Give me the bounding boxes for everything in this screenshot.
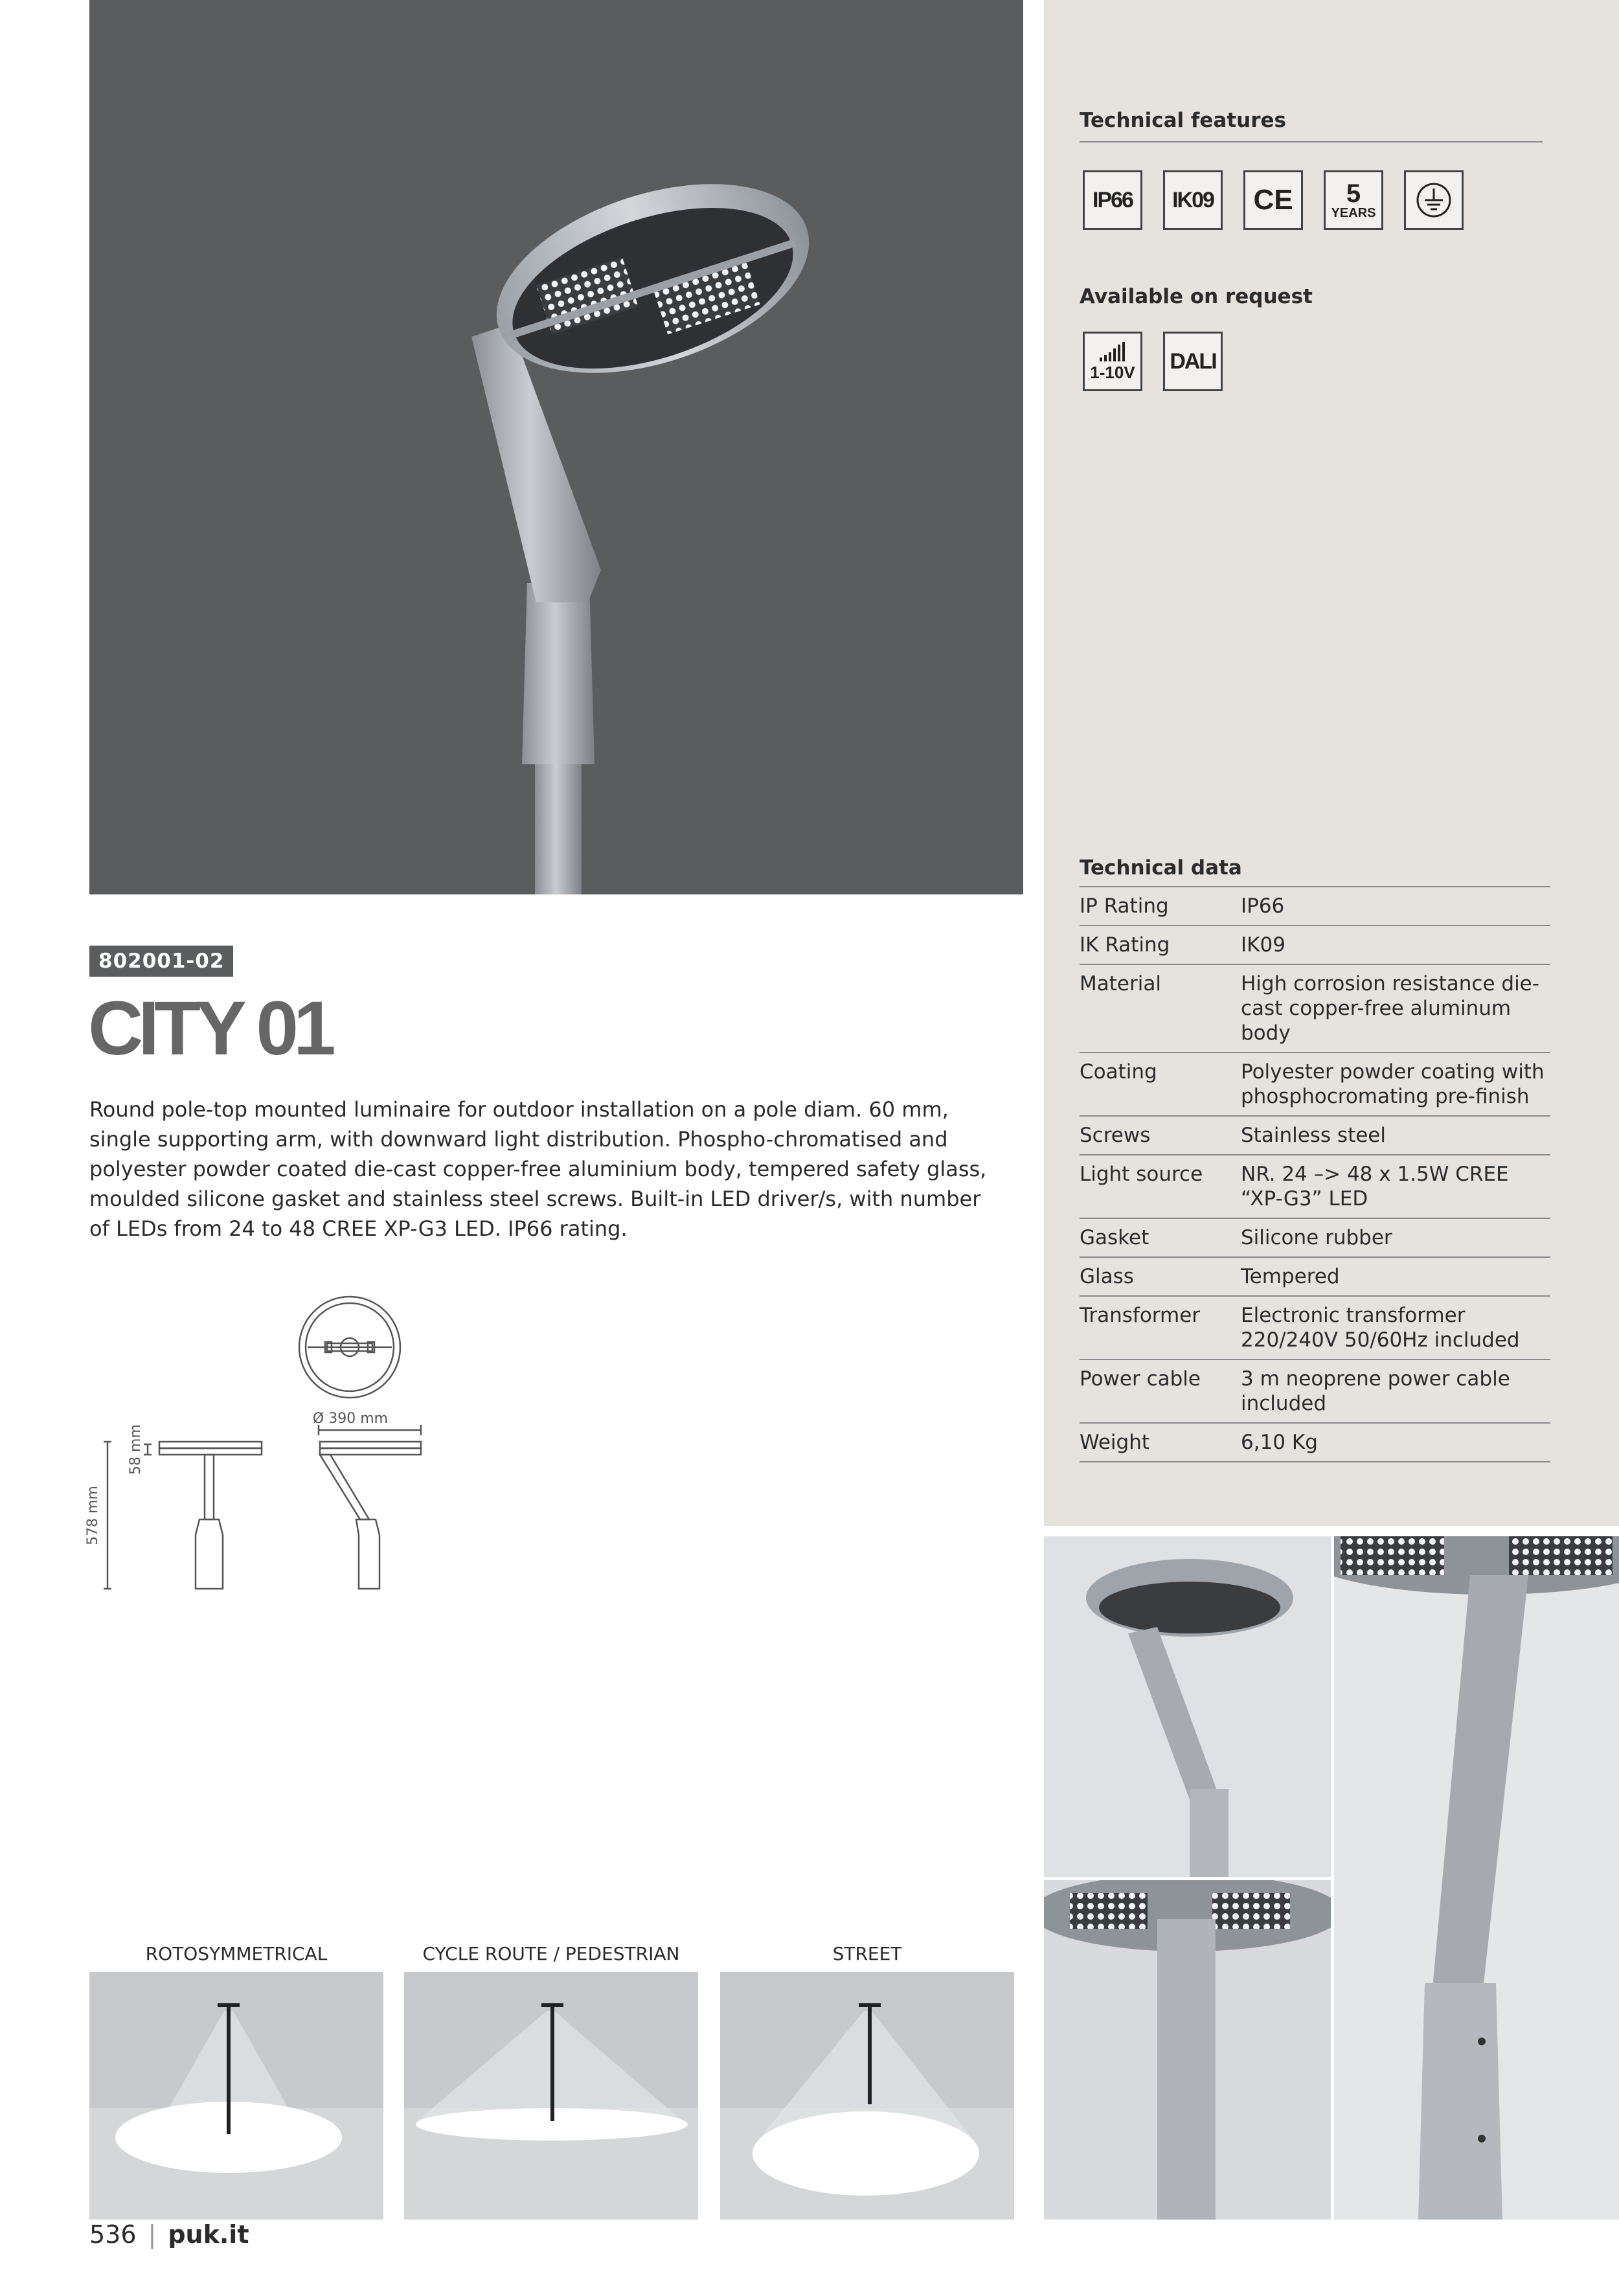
product-description: Round pole-top mounted luminaire for outdoor installation on a pole diam. 60 mm, single supporting arm, with downward light distribution. Phospho-chromatised and polyester powder coated die-cast copper-free aluminium body, tempered safety glass, moulded silicone gasket and stainless steel screws. Built-in LED driver/s, with number of LEDs from 24 to 48 CREE XP-G3 LED. IP66 rating. [89, 1097, 987, 1241]
table-row: IK Rating IK09 [1080, 926, 1550, 965]
diameter-label: Ø 390 mm [312, 1411, 389, 1427]
table-row: Screws Stainless steel [1080, 1117, 1550, 1155]
available-on-request-title: Available on request [1080, 285, 1313, 308]
distribution-image-cycle-route [404, 1972, 698, 2220]
dimming-1-10v-icon: 1-10V [1083, 332, 1142, 391]
divider [1080, 141, 1543, 142]
product-code-badge: 802001-02 [89, 946, 233, 977]
features-badges [1083, 170, 1464, 230]
table-row: IP Rating IP66 [1080, 887, 1550, 926]
technical-drawing [84, 1289, 447, 1600]
detail-photo-underside [1044, 1880, 1331, 2220]
detail-photo-side [1044, 1536, 1331, 1877]
head-height-label: 58 mm [128, 1424, 144, 1475]
table-row: Material High corrosion resistance die-cast copper-free aluminum body [1080, 965, 1550, 1053]
table-row: Gasket Silicone rubber [1080, 1219, 1550, 1258]
footer-separator: | [148, 2220, 157, 2249]
technical-data-title: Technical data [1080, 856, 1550, 887]
ik09-icon: IK09 [1163, 170, 1223, 230]
ce-mark-icon: CE [1243, 170, 1303, 230]
distribution-label-rotosymmetrical: ROTOSYMMETRICAL [145, 1943, 328, 1964]
table-row: Coating Polyester powder coating with phosphocromating pre-finish [1080, 1053, 1550, 1117]
page-number: 536 [89, 2220, 137, 2249]
total-height-label: 578 mm [85, 1486, 101, 1545]
warranty-5-years-icon: 5 YEARS [1324, 170, 1383, 230]
luminaire-illustration [89, 0, 1023, 894]
product-name: CITY 01 [88, 986, 331, 1071]
website-link[interactable]: puk.it [168, 2220, 249, 2249]
table-row: Glass Tempered [1080, 1258, 1550, 1297]
table-row: Light source NR. 24 –> 48 x 1.5W CREE “XP-G3” LED [1080, 1155, 1550, 1219]
distribution-image-rotosymmetrical [89, 1972, 383, 2220]
distribution-label-street: STREET [832, 1943, 902, 1964]
hero-product-photo [89, 0, 1023, 894]
technical-data-table [1080, 856, 1550, 1462]
distribution-image-street [720, 1972, 1014, 2220]
table-row: Power cable 3 m neoprene power cable included [1080, 1360, 1550, 1424]
page-footer [89, 2220, 249, 2249]
table-row: Transformer Electronic transformer 220/240V 50/60Hz included [1080, 1297, 1550, 1360]
distribution-label-cycle-route: CYCLE ROUTE / PEDESTRIAN [422, 1943, 680, 1964]
dali-icon: DALI [1163, 332, 1223, 391]
request-badges [1083, 332, 1223, 391]
earth-ground-icon [1404, 170, 1464, 230]
ip66-icon: IP66 [1083, 170, 1142, 230]
table-row: Weight 6,10 Kg [1080, 1424, 1550, 1462]
technical-features-title: Technical features [1080, 109, 1286, 132]
detail-photo-arm [1334, 1536, 1619, 2220]
